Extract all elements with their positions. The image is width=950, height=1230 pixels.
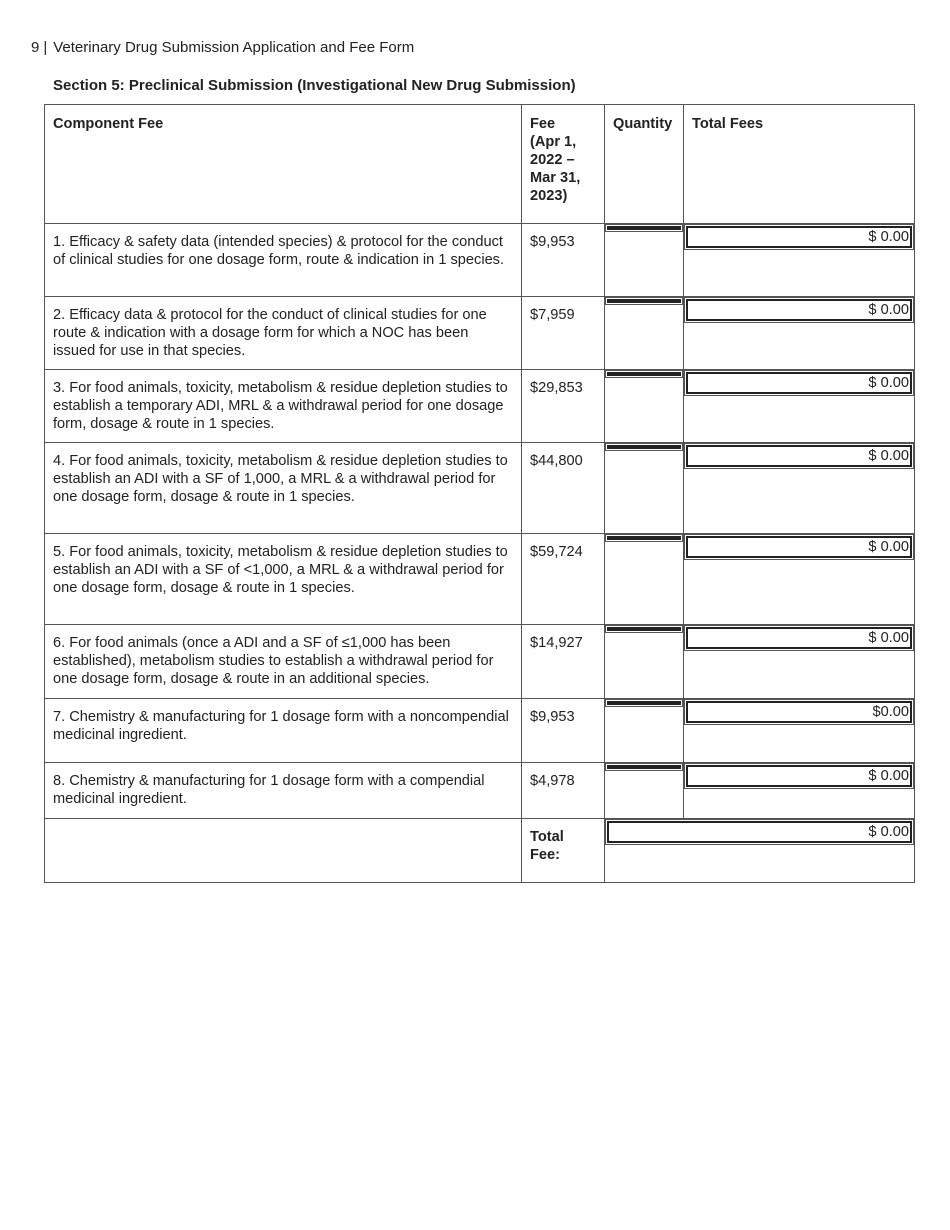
column-header-quantity: Quantity	[605, 105, 684, 224]
quantity-input[interactable]	[607, 226, 681, 230]
table-row	[45, 370, 915, 443]
quantity-input[interactable]	[607, 445, 681, 449]
quantity-input[interactable]	[607, 765, 681, 769]
quantity-input[interactable]	[607, 536, 681, 540]
total-fees-field[interactable]: $ 0.00	[686, 765, 912, 787]
header-separator: |	[43, 39, 48, 56]
quantity-input[interactable]	[607, 372, 681, 376]
total-fees-field[interactable]: $ 0.00	[686, 445, 912, 467]
table-row	[45, 224, 915, 297]
total-row	[45, 819, 915, 883]
component-fee: $14,927	[522, 625, 605, 699]
component-fee: $4,978	[522, 763, 605, 819]
total-fee-field[interactable]: $ 0.00	[607, 821, 912, 843]
component-description: 3. For food animals, toxicity, metabolism & residue depletion studies to establish a temporary ADI, MRL & a withdrawal period for one dosage form, dosage & route in 1 species.	[45, 370, 522, 443]
table-header-row	[45, 105, 915, 224]
table-row	[45, 443, 915, 534]
table-row	[45, 625, 915, 699]
table-row	[45, 297, 915, 370]
page-number: 9	[31, 39, 40, 56]
section-title: Section 5: Preclinical Submission (Investigational New Drug Submission)	[53, 77, 576, 94]
component-description: 7. Chemistry & manufacturing for 1 dosage form with a noncompendial medicinal ingredient.	[45, 699, 522, 763]
quantity-input[interactable]	[607, 701, 681, 705]
total-fees-field[interactable]: $ 0.00	[686, 536, 912, 558]
component-fee: $44,800	[522, 443, 605, 534]
table-row	[45, 763, 915, 819]
column-header-total: Total Fees	[684, 105, 915, 224]
total-fees-field[interactable]: $ 0.00	[686, 372, 912, 394]
component-description: 2. Efficacy data & protocol for the conduct of clinical studies for one route & indication with a dosage form for which a NOC has been issued for use in that species.	[45, 297, 522, 370]
component-description: 4. For food animals, toxicity, metabolism & residue depletion studies to establish an ADI with a SF of 1,000, a MRL & a withdrawal period for one dosage form, dosage & route in 1 species.	[45, 443, 522, 534]
table-row	[45, 534, 915, 625]
component-description: 6. For food animals (once a ADI and a SF of ≤1,000 has been established), metabolism studies to establish a withdrawal period for one dosage form, dosage & route in an additional species.	[45, 625, 522, 699]
component-fee: $9,953	[522, 699, 605, 763]
component-fee: $59,724	[522, 534, 605, 625]
component-fee: $29,853	[522, 370, 605, 443]
page-header	[31, 39, 414, 57]
column-header-component: Component Fee	[45, 105, 522, 224]
table-row	[45, 699, 915, 763]
total-fee-label: Total Fee:	[522, 819, 605, 883]
document-title: Veterinary Drug Submission Application and Fee Form	[53, 39, 415, 56]
quantity-input[interactable]	[607, 627, 681, 631]
quantity-input[interactable]	[607, 299, 681, 303]
total-fees-field[interactable]: $ 0.00	[686, 627, 912, 649]
total-fees-field[interactable]: $ 0.00	[686, 299, 912, 321]
column-header-fee: Fee (Apr 1, 2022 – Mar 31, 2023)	[522, 105, 605, 224]
component-description: 5. For food animals, toxicity, metabolism & residue depletion studies to establish an ADI with a SF of <1,000, a MRL & a withdrawal period for one dosage form, dosage & route in 1 species.	[45, 534, 522, 625]
component-fee: $9,953	[522, 224, 605, 297]
component-fee: $7,959	[522, 297, 605, 370]
component-description: 1. Efficacy & safety data (intended species) & protocol for the conduct of clinical studies for one dosage form, route & indication in 1 species.	[45, 224, 522, 297]
total-row-blank	[45, 819, 522, 883]
total-fees-field[interactable]: $ 0.00	[686, 226, 912, 248]
fee-table	[44, 104, 915, 883]
component-description: 8. Chemistry & manufacturing for 1 dosage form with a compendial medicinal ingredient.	[45, 763, 522, 819]
total-fees-field[interactable]: $0.00	[686, 701, 912, 723]
